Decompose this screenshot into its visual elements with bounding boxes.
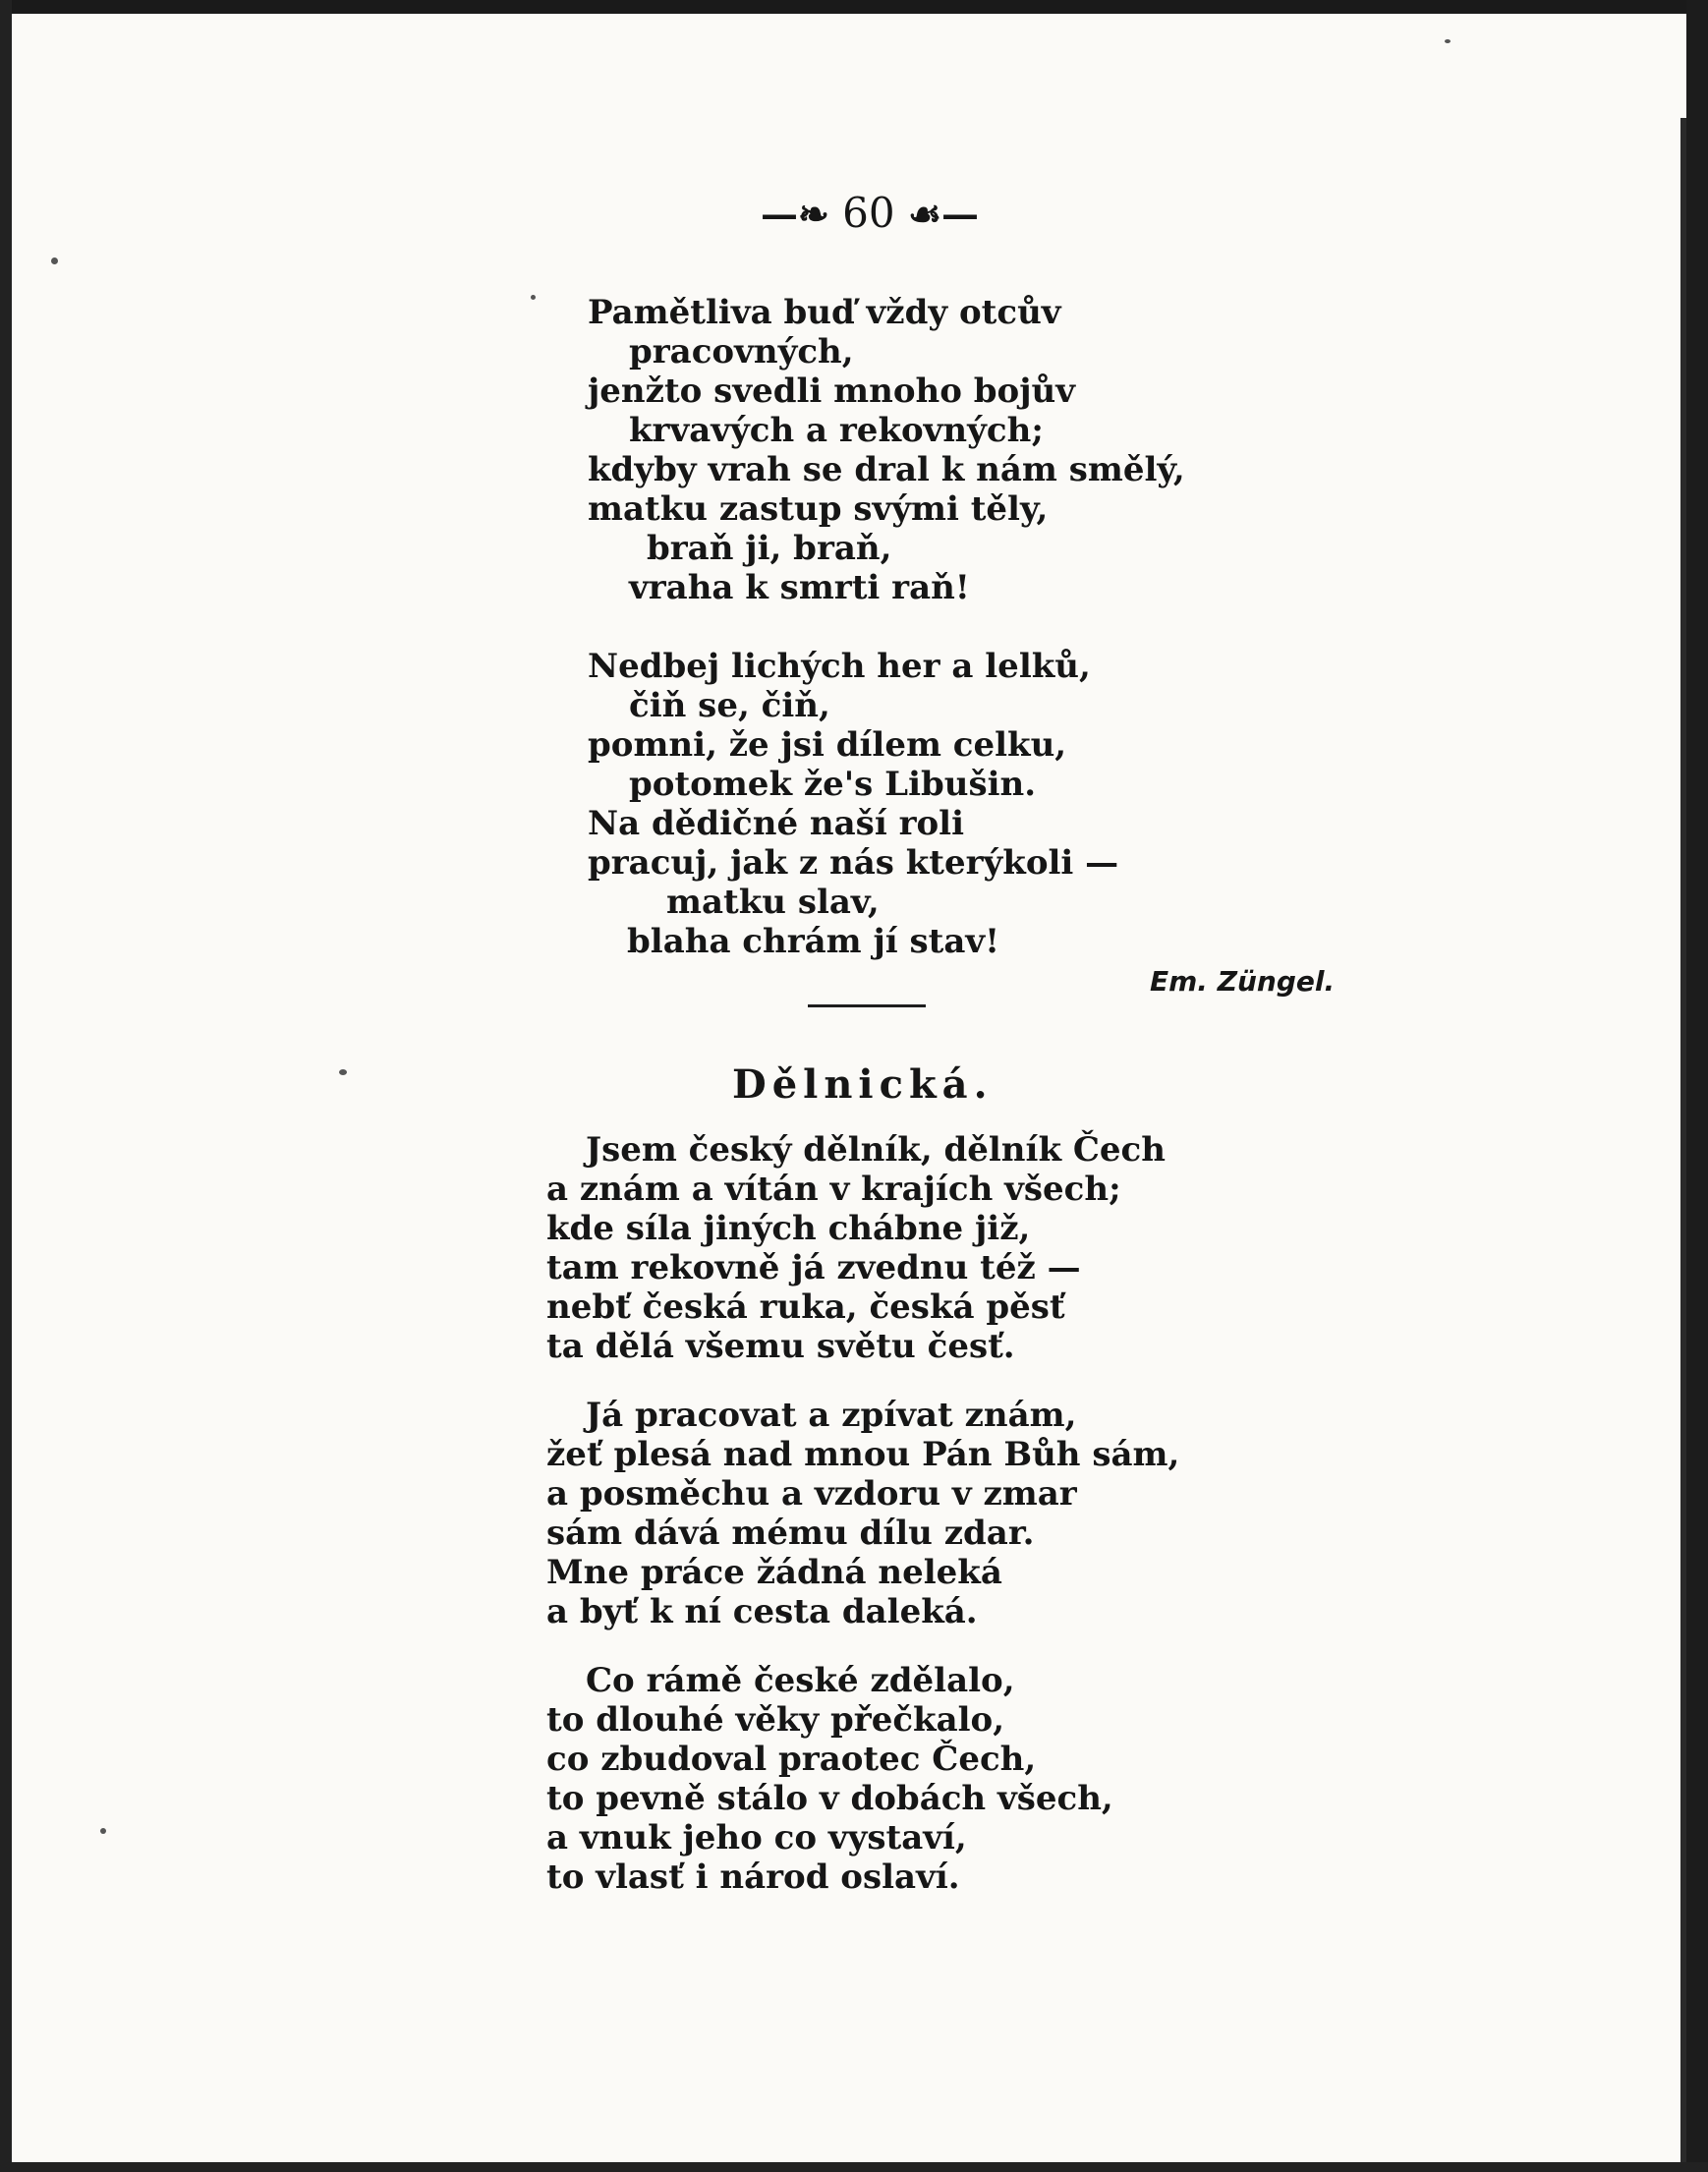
scan-speck (51, 257, 58, 264)
poem2-line: tam rekovně já zvednu též — (546, 1248, 1081, 1287)
poem1-line: pracovných, (629, 332, 854, 372)
poem2-line: to dlouhé věky přečkalo, (546, 1700, 1005, 1740)
scan-edge-bottom (0, 2162, 1708, 2172)
poem2-line: to vlasť i národ oslaví. (546, 1858, 960, 1897)
poem2-line: Jsem český dělník, dělník Čech (586, 1130, 1166, 1170)
poem1-author: Em. Züngel. (1150, 965, 1336, 998)
poem1-line: pracuj, jak z nás kterýkoli — (588, 843, 1119, 883)
scan-edge-top (0, 0, 1708, 14)
poem1-line: pomni, že jsi dílem celku, (588, 725, 1067, 765)
poem1-line: braň ji, braň, (647, 529, 892, 568)
scan-speck (100, 1828, 106, 1834)
scan-edge-left (0, 0, 12, 2172)
ornament-right-icon: ☙— (907, 192, 980, 236)
ornament-left-icon: —❧ (760, 192, 829, 236)
poem1-line: Na dědičné naší roli (588, 804, 964, 843)
poem1-line: Pamětliva buď vždy otcův (588, 293, 1061, 332)
poem1-line: vraha k smrti raň! (629, 568, 970, 607)
scan-speck (1445, 39, 1451, 43)
poem2-line: Já pracovat a zpívat znám, (586, 1396, 1077, 1435)
poem2-line: a vnuk jeho co vystaví, (546, 1818, 967, 1858)
scan-edge-right (1686, 0, 1708, 2172)
poem2-line: Co rámě české zdělalo, (586, 1661, 1015, 1700)
page-number: 60 (842, 189, 895, 237)
poem2-line: to pevně stálo v dobách všech, (546, 1779, 1113, 1818)
poem1-line: Nedbej lichých her a lelků, (588, 647, 1091, 686)
poem1-line: kdyby vrah se dral k nám smělý, (588, 450, 1185, 489)
poem2-title: Dělnická. (732, 1061, 994, 1108)
scan-speck (531, 295, 536, 300)
poem2-line: kde síla jiných chábne již, (546, 1209, 1031, 1248)
poem1-line: potomek že's Libušin. (629, 765, 1037, 804)
section-divider (808, 1004, 926, 1007)
page-number-header (742, 189, 997, 237)
poem1-line: jenžto svedli mnoho bojův (588, 372, 1075, 411)
poem2-line: nebť česká ruka, česká pěsť (546, 1287, 1065, 1327)
poem2-line: sám dává mému dílu zdar. (546, 1514, 1035, 1553)
poem1-line: blaha chrám jí stav! (627, 922, 1000, 961)
poem2-line: a posměchu a vzdoru v zmar (546, 1474, 1077, 1514)
poem1-line: matku slav, (666, 883, 880, 922)
poem2-line: a znám a vítán v krajích všech; (546, 1170, 1121, 1209)
poem2-line: Mne práce žádná neleká (546, 1553, 1002, 1592)
scan-edge-right-inner (1680, 118, 1686, 2162)
poem2-line: ta dělá všemu světu česť. (546, 1327, 1015, 1366)
poem2-line: a byť k ní cesta daleká. (546, 1592, 978, 1631)
poem1-line: matku zastup svými těly, (588, 489, 1049, 529)
scan-speck (339, 1069, 347, 1075)
poem1-line: čiň se, čiň, (629, 686, 830, 725)
poem2-line: žeť plesá nad mnou Pán Bůh sám, (546, 1435, 1180, 1474)
poem2-line: co zbudoval praotec Čech, (546, 1740, 1037, 1779)
poem1-line: krvavých a rekovných; (629, 411, 1044, 450)
